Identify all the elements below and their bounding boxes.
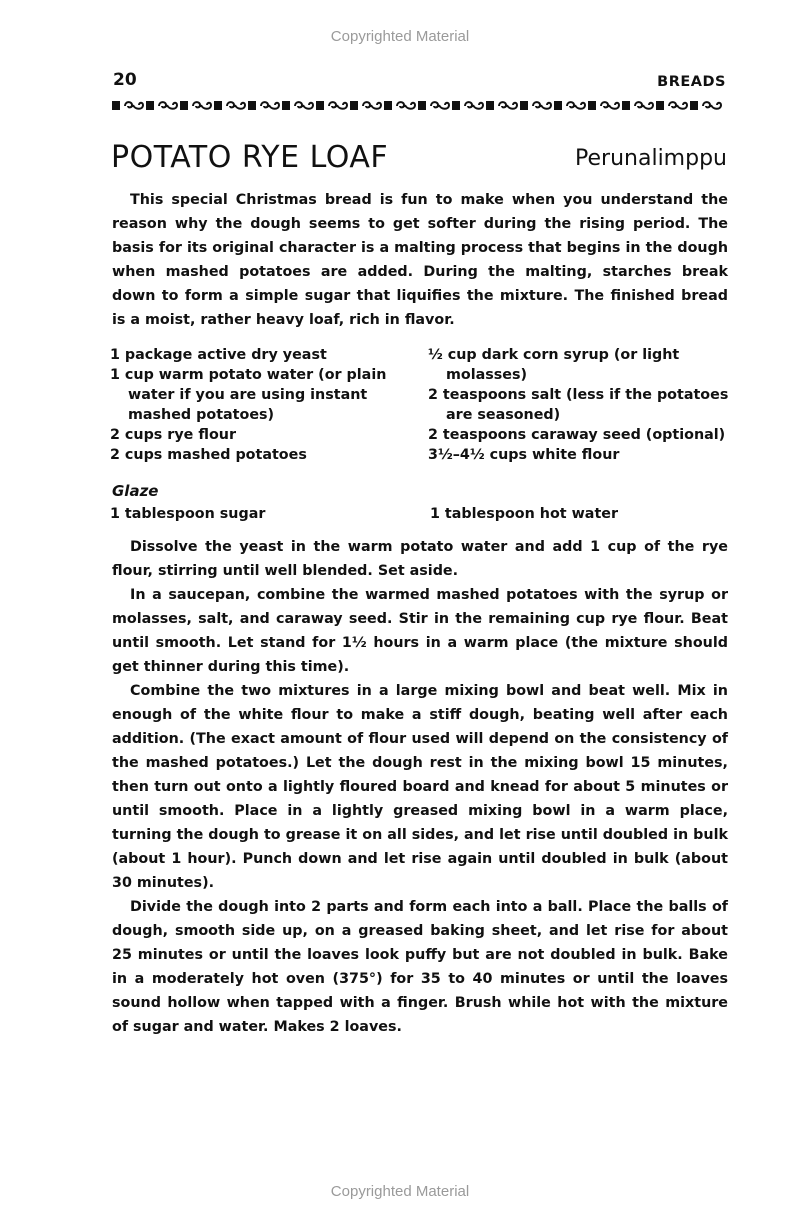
ornament-square — [282, 101, 290, 110]
ornament-square — [486, 101, 494, 110]
step-paragraph: Dissolve the yeast in the warm potato water and add 1 cup of the rye flour, stirring until well blended. Set aside. — [112, 539, 728, 579]
ingredient-item: 2 cups rye flour — [110, 427, 236, 443]
ornament-scroll — [397, 102, 415, 109]
ornament-square — [520, 101, 528, 110]
ingredient-item: 2 teaspoons caraway seed (optional) — [428, 427, 726, 443]
ornament-square — [554, 101, 562, 110]
ornament-scroll — [261, 102, 279, 109]
ornament-scroll — [499, 102, 517, 109]
ornament-scroll — [227, 102, 245, 109]
ornament-scroll — [329, 102, 347, 109]
ornament-square — [452, 101, 460, 110]
ornament-square — [248, 101, 256, 110]
ornament-square — [588, 101, 596, 110]
recipe-intro: This special Christmas bread is fun to make when you understand the reason why the dough seems to get softer during the rising period. The basis for its original character is a malting process that begins in the dough when mashed potatoes are added. During the malting, starches break down to form a simple sugar that liquifies the mixture. The finished bread is a moist, rather heavy loaf, rich in flavor. — [112, 192, 728, 328]
ornament-scroll — [635, 102, 653, 109]
recipe-title: POTATO RYE LOAF — [111, 140, 389, 175]
ornamental-border — [112, 99, 728, 112]
ornament-square — [146, 101, 154, 110]
ornament-square — [622, 101, 630, 110]
ingredients-right — [428, 345, 738, 465]
ornament-scroll — [669, 102, 687, 109]
ornament-square — [350, 101, 358, 110]
ornament-square — [418, 101, 426, 110]
ingredient-item: 3½–4½ cups white flour — [428, 447, 620, 463]
ornament-square — [316, 101, 324, 110]
ornament-scroll — [703, 102, 721, 109]
ingredient-item: 1 package active dry yeast — [110, 347, 327, 363]
ornament-square — [214, 101, 222, 110]
ornament-square — [690, 101, 698, 110]
ornament-scroll — [159, 102, 177, 109]
ornament-square — [112, 101, 120, 110]
step-paragraph: Combine the two mixtures in a large mixing bowl and beat well. Mix in enough of the white flour to make a stiff dough, beating well after each addition. (The exact amount of flour used will depend on the consistency of the mashed potatoes.) Let the dough rest in the mixing bowl 15 minutes, then turn out onto a lightly floured board and knead for about 5 minutes or until smooth. Place in a lightly greased mixing bowl in a warm place, turning the dough to grease it on all sides, and let rise until doubled in bulk (about 1 hour). Punch down and let rise again until doubled in bulk (about 30 minutes). — [112, 683, 728, 891]
section-name: BREADS — [657, 74, 726, 90]
ingredient-item: ½ cup dark corn syrup (or light molasses) — [428, 347, 680, 383]
ingredient-item: 1 cup warm potato water (or plain water if you are using instant mashed potatoes) — [110, 367, 387, 423]
glaze-ingredient: 1 tablespoon sugar — [110, 506, 266, 522]
ornament-scroll — [125, 102, 143, 109]
watermark-top: Copyrighted Material — [330, 28, 470, 45]
glaze-heading: Glaze — [112, 482, 159, 500]
ornament-scroll — [601, 102, 619, 109]
ornament-square — [180, 101, 188, 110]
ingredients-left — [110, 345, 420, 465]
ornament-scroll — [295, 102, 313, 109]
ornament-scroll — [567, 102, 585, 109]
ornament-square — [384, 101, 392, 110]
ornament-scroll — [193, 102, 211, 109]
step-paragraph: Divide the dough into 2 parts and form each into a ball. Place the balls of dough, smooth side up, on a greased baking sheet, and let rise for about 25 minutes or until the loaves look puffy but are not doubled in bulk. Bake in a moderately hot oven (375°) for 35 to 40 minutes or until the loaves sound hollow when tapped with a finger. Brush while hot with the mixture of sugar and water. Makes 2 loaves. — [112, 899, 728, 1035]
step-paragraph: In a saucepan, combine the warmed mashed potatoes with the syrup or molasses, salt, and caraway seed. Stir in the remaining cup rye flour. Beat until smooth. Let stand for 1½ hours in a warm place (the mixture should get thinner during this time). — [112, 587, 728, 675]
ornament-scroll — [533, 102, 551, 109]
recipe-subtitle: Perunalimppu — [575, 146, 727, 171]
page-number: 20 — [113, 70, 137, 90]
watermark-bottom: Copyrighted Material — [330, 1183, 470, 1200]
ornament-scroll — [363, 102, 381, 109]
ingredient-item: 2 teaspoons salt (less if the potatoes are seasoned) — [428, 387, 729, 423]
ornament-scroll — [431, 102, 449, 109]
ornament-square — [656, 101, 664, 110]
ingredient-item: 2 cups mashed potatoes — [110, 447, 307, 463]
ornament-scroll — [465, 102, 483, 109]
glaze-ingredient: 1 tablespoon hot water — [430, 506, 619, 522]
